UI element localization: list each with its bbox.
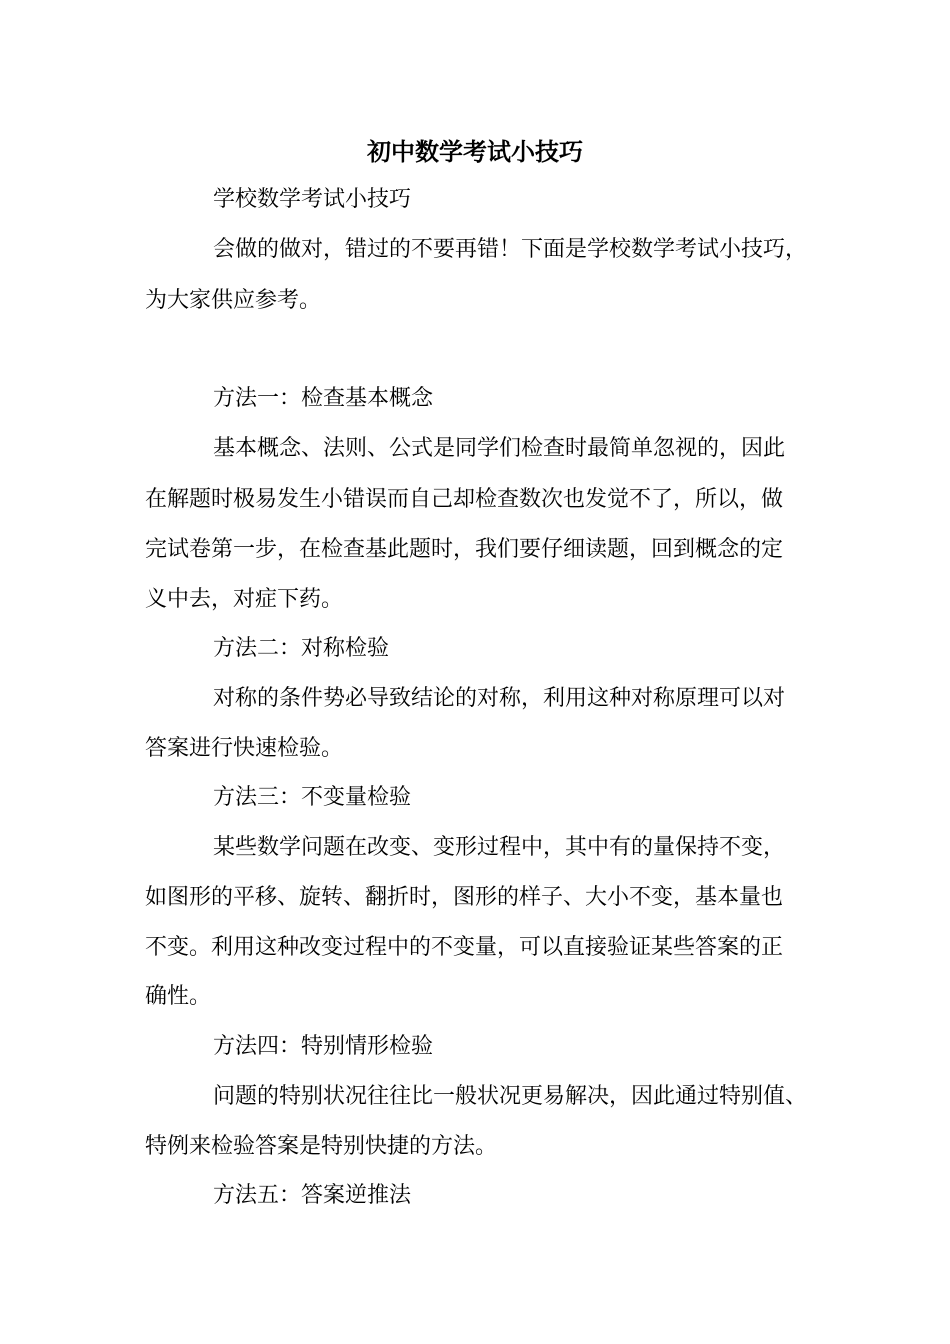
method1-line-3: 完试卷第一步，在检查基此题时，我们要仔细读题，回到概念的定	[145, 537, 784, 562]
method1-line-2: 在解题时极易发生小错误而自己却检查数次也发觉不了，所以，做	[145, 487, 784, 512]
method4-line-1: 问题的特别状况往往比一般状况更易解决，因此通过特别值、	[213, 1084, 808, 1109]
method1-heading: 方法一：检查基本概念	[213, 386, 434, 411]
method3-line-1: 某些数学问题在改变、变形过程中，其中有的量保持不变，	[213, 835, 786, 860]
document-title: 初中数学考试小技巧	[367, 137, 583, 166]
document-subtitle: 学校数学考试小技巧	[213, 187, 412, 212]
method1-line-1: 基本概念、法则、公式是同学们检查时最简单忽视的，因此	[213, 436, 786, 461]
method2-line-2: 答案进行快速检验。	[145, 736, 344, 761]
method5-heading: 方法五：答案逆推法	[213, 1183, 412, 1208]
method3-heading: 方法三：不变量检验	[213, 785, 412, 810]
method3-line-3: 不变。利用这种改变过程中的不变量，可以直接验证某些答案的正	[145, 935, 784, 960]
intro-line-2: 为大家供应参考。	[145, 288, 322, 313]
method4-line-2: 特例来检验答案是特别快捷的方法。	[145, 1134, 498, 1159]
method3-line-4: 确性。	[145, 984, 212, 1009]
method4-heading: 方法四：特别情形检验	[213, 1034, 434, 1059]
method3-line-2: 如图形的平移、旋转、翻折时，图形的样子、大小不变，基本量也	[145, 885, 784, 910]
method2-line-1: 对称的条件势必导致结论的对称，利用这种对称原理可以对	[213, 686, 786, 711]
method1-line-4: 义中去，对症下药。	[145, 587, 344, 612]
intro-line-1: 会做的做对，错过的不要再错！下面是学校数学考试小技巧，	[213, 237, 808, 262]
method2-heading: 方法二：对称检验	[213, 636, 390, 661]
